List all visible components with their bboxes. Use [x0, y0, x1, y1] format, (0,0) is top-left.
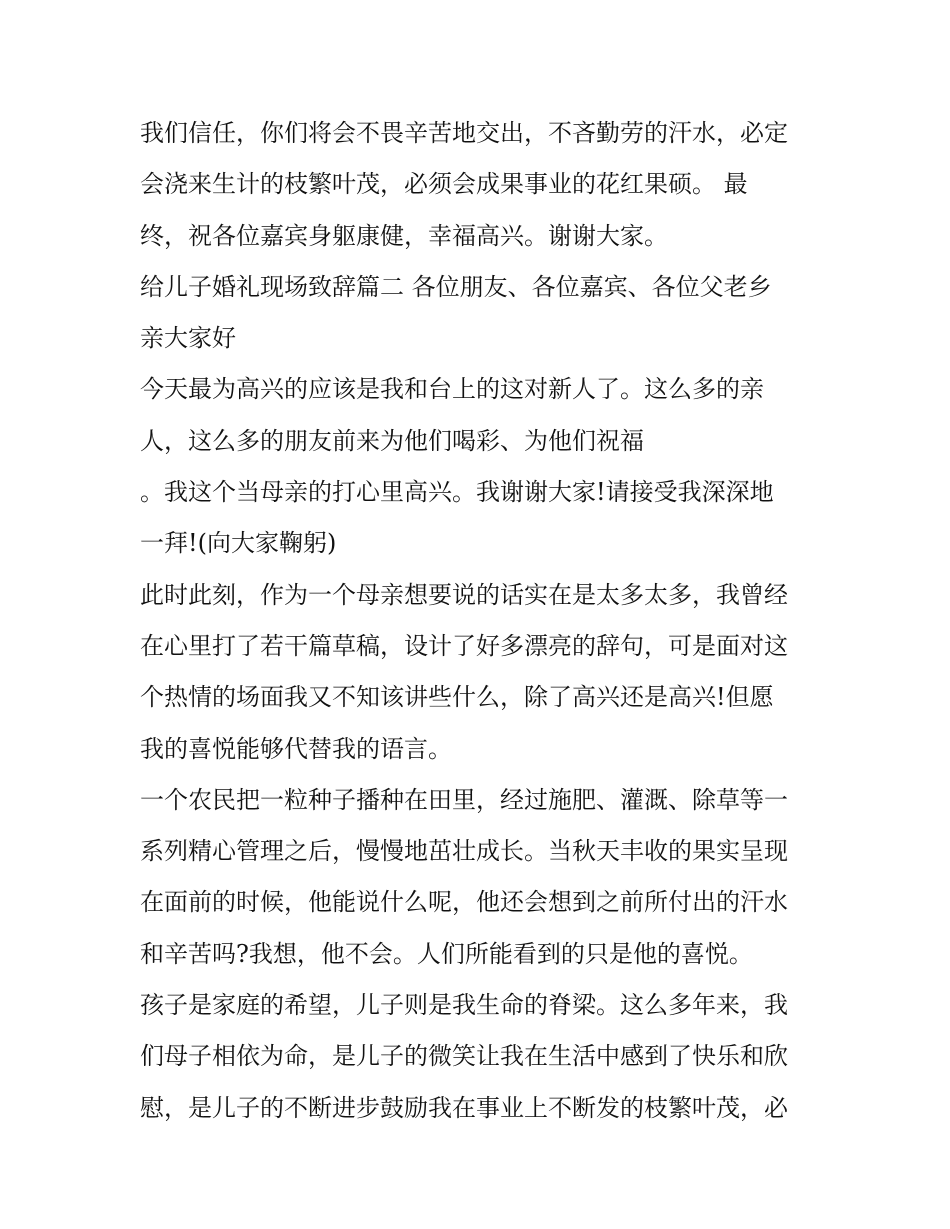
text-line: 。我这个当母亲的打心里高兴。我谢谢大家!请接受我深深地 [140, 478, 774, 507]
text-line: 一个农民把一粒种子播种在田里，经过施肥、灌溉、除草等一 [140, 785, 788, 814]
text-line: 在心里打了若干篇草稿，设计了好多漂亮的辞句，可是面对这 [140, 631, 788, 660]
text-line: 会浇来生计的枝繁叶茂，必须会成果事业的花红果硕。 最 [140, 170, 748, 199]
text-line: 亲大家好 [140, 324, 236, 353]
text-line: 我们信任，你们将会不畏辛苦地交出，不吝勤劳的汗水，必定 [140, 119, 788, 147]
text-line: 人，这么多的朋友前来为他们喝彩、为他们祝福 [140, 426, 644, 455]
text-line: 此时此刻，作为一个母亲想要说的话实在是太多太多，我曾经 [140, 580, 788, 609]
text-line: 今天最为高兴的应该是我和台上的这对新人了。这么多的亲 [140, 375, 764, 404]
text-line: 系列精心管理之后，慢慢地茁壮成长。当秋天丰收的果实呈现 [140, 837, 788, 866]
document-body [140, 108, 820, 1134]
text-line: 个热情的场面我又不知该讲些什么，除了高兴还是高兴!但愿 [140, 683, 774, 712]
text-line: 在面前的时候，他能说什么呢，他还会想到之前所付出的汗水 [140, 888, 788, 917]
text-line: 终，祝各位嘉宾身躯康健，幸福高兴。谢谢大家。 [140, 221, 668, 250]
text-line: 们母子相依为命，是儿子的微笑让我在生活中感到了快乐和欣 [140, 1042, 788, 1071]
text-line: 和辛苦吗?我想，他不会。人们所能看到的只是他的喜悦。 [140, 939, 753, 968]
text-line: 一拜!(向大家鞠躬) [140, 529, 337, 558]
section-heading-line: 给儿子婚礼现场致辞篇二 各位朋友、各位嘉宾、各位父老乡 [140, 272, 772, 301]
text-line: 慰，是儿子的不断进步鼓励我在事业上不断发的枝繁叶茂，必 [140, 1093, 788, 1122]
text-line: 孩子是家庭的希望，儿子则是我生命的脊梁。这么多年来，我 [140, 991, 788, 1020]
text-line: 我的喜悦能够代替我的语言。 [140, 734, 452, 763]
